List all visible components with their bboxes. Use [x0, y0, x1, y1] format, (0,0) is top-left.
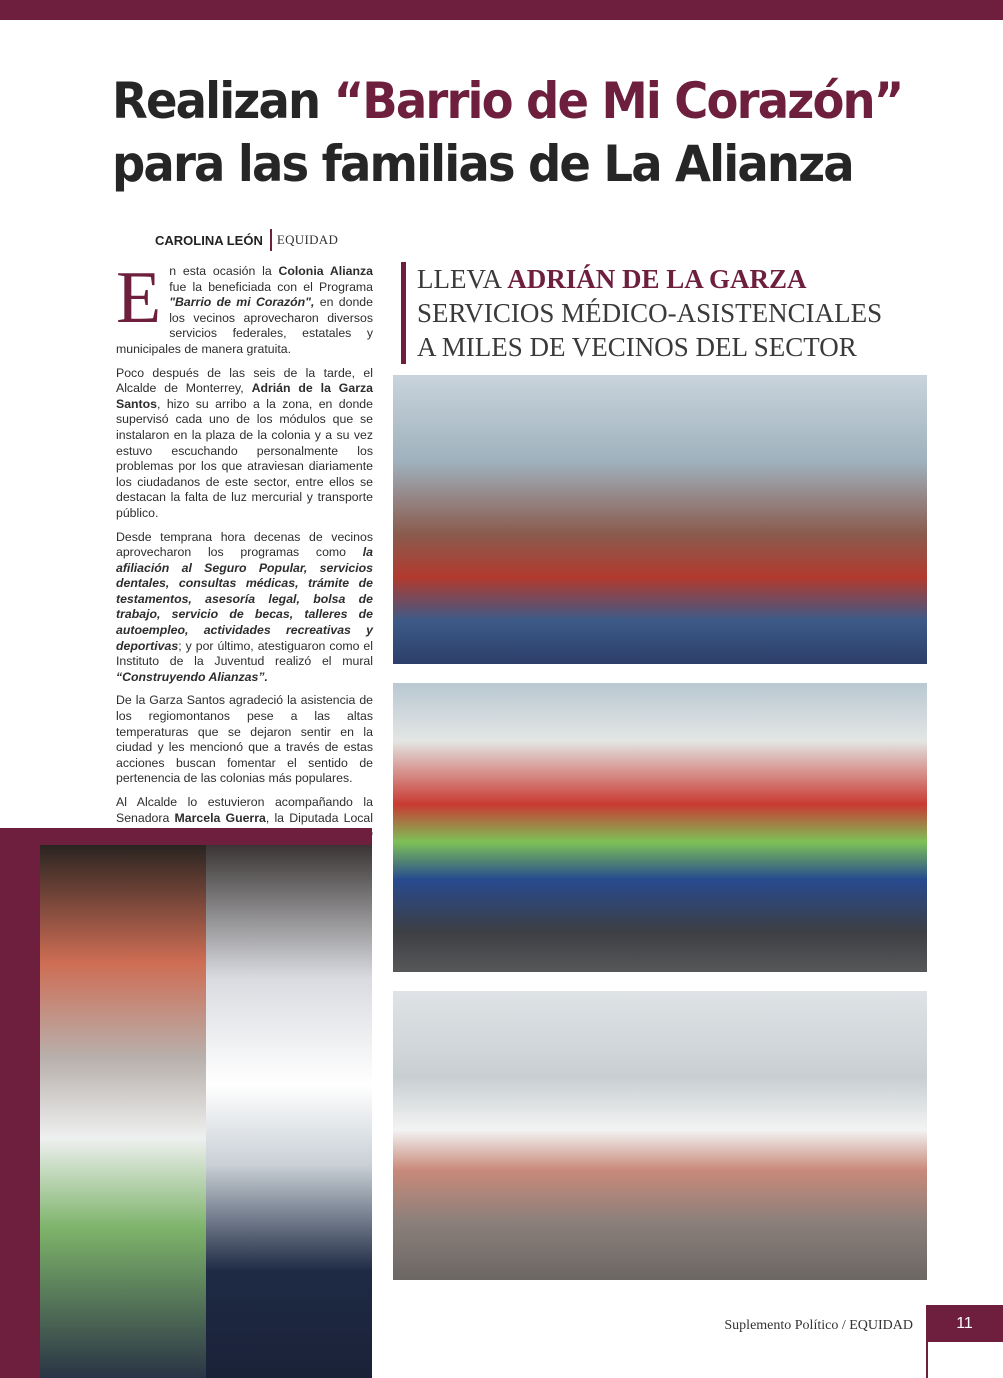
text-run: Poco después de las seis de la tarde, el Alcalde de Monterrey,: [116, 365, 373, 396]
text-run: n esta ocasión la: [169, 264, 279, 278]
text-run: en donde los vecinos aprovecharon diversos servicios federales, estatales y municipales de manera gratuita.: [116, 295, 373, 356]
deck-highlight: ADRIÁN DE LA GARZA: [507, 264, 807, 294]
text-run: Desde temprana hora decenas de vecinos aprovecharon los programas como: [116, 529, 373, 560]
paragraph-4: [116, 693, 373, 787]
bold-run: Marcela Guerra: [174, 810, 266, 825]
deck-line-1: [417, 262, 947, 296]
headline-accent: “Barrio de Mi Corazón”: [333, 72, 903, 130]
text-run: De la Garza Santos agradeció la asistencia de los regiomontanos pese a las altas temperaturas que se dejaron sentir en la ciudad y les mencionó que a través de estas acciones buscan fomentar el sentido de pertenencia de las colonias más populares.: [116, 693, 373, 786]
deck-line-3: A MILES DE VECINOS DEL SECTOR: [417, 332, 857, 362]
bold-run: Colonia Alianza: [278, 264, 373, 278]
subheadline-deck: [401, 262, 947, 364]
headline-line2: para las familias de La Alianza: [112, 135, 853, 193]
drop-cap: E: [116, 257, 162, 339]
headline-part1: Realizan: [112, 72, 334, 130]
paragraph-1: [116, 257, 373, 358]
photo-group-with-mascot: [393, 375, 927, 664]
text-run: , hizo su arribo a la zona, en donde supervisó cada uno de los módulos que se instalaron en la plaza de la colonia y a su vez estuvo escuchando personalmente los problemas por los que atraviesan diariamente los ciudadanos de este sector, entre ellos se destacan la falta de luz mercurial y transporte público.: [116, 396, 373, 520]
author-name: CAROLINA LEÓN: [155, 232, 263, 248]
paragraph-2: [116, 366, 373, 522]
page-number: 11: [926, 1305, 1003, 1342]
deck-line-2: SERVICIOS MÉDICO-ASISTENCIALES: [417, 298, 883, 328]
byline-divider: [270, 229, 272, 251]
bold-italic-run: “Construyendo Alianzas”.: [116, 669, 268, 684]
text-run: fue la beneficiada con el Programa: [169, 279, 373, 294]
bold-italic-run: "Barrio de mi Corazón",: [169, 295, 315, 310]
paragraph-3: [116, 530, 373, 686]
bold-italic-run: la afiliación al Seguro Popular, servicios dentales, consultas médicas, trámite de testamentos, asesoría legal, bolsa de trabajo, servicio de becas, talleres de autoempleo, actividades recreativas y deportivas: [116, 545, 373, 653]
top-color-bar: [0, 0, 1003, 20]
footer-publication: Suplemento Político / EQUIDAD: [724, 1318, 913, 1333]
photo-soccer-team: [393, 683, 927, 972]
text-run: ; y por último, atestiguaron como el Instituto de la Juventud realizó el mural: [116, 638, 373, 669]
text-run: Al Alcalde lo estuvieron acompañando la Senadora: [116, 795, 373, 825]
headline: [112, 70, 930, 196]
bold-run: Adrián de la Garza Santos: [116, 381, 373, 411]
photo-mayor-greeting-resident: [393, 991, 927, 1280]
deck-text: LLEVA: [417, 264, 508, 294]
section-name: EQUIDAD: [276, 232, 339, 247]
byline: [155, 229, 338, 251]
text-run: , la Diputada Local: [265, 810, 374, 825]
photo-mayor-with-child: [206, 845, 372, 1378]
article-body: [116, 257, 374, 865]
photo-children-left: [40, 845, 206, 1378]
page-number-rule: [926, 1342, 928, 1378]
